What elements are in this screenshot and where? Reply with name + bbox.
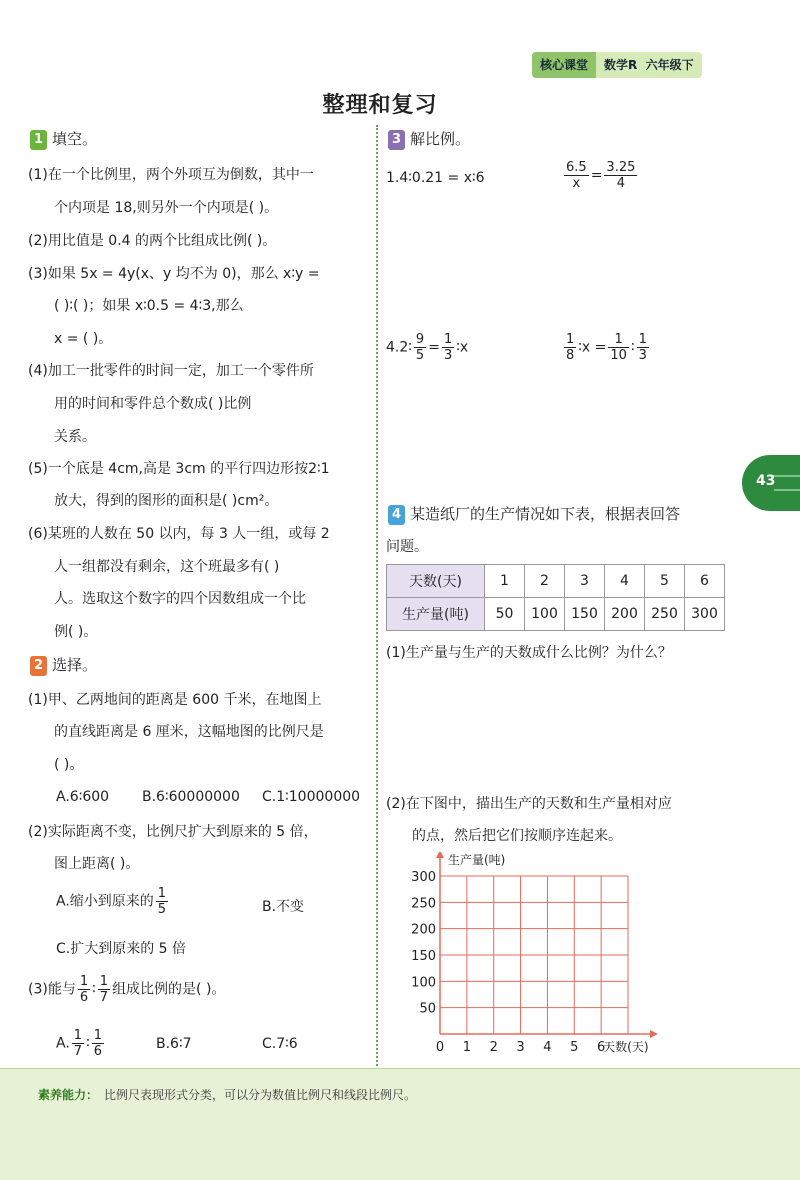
q3-equation-4: $\frac{1}{8}$ ∶x = $\frac{1}{10}$ ∶ $\frac{1}{3}$ <box>566 332 647 363</box>
subject-label: 数学R <box>604 58 638 72</box>
y-axis-arrow <box>436 852 444 858</box>
fraction-one-fifth: $\frac{1}{5}$ <box>157 886 167 917</box>
q4-number-badge: 4 <box>388 505 405 525</box>
q4-subquestion-2-line1: (2)在下图中，描出生产的天数和生产量相对应 <box>386 796 672 812</box>
y-tick-label: 250 <box>411 896 436 912</box>
brand-banner <box>532 52 702 78</box>
y-tick-label: 200 <box>411 922 436 938</box>
y-axis-label: 生产量(吨) <box>448 853 506 867</box>
q2-p2-line2: 图上距离( )。 <box>54 856 140 872</box>
q3-equation-3: 4.2∶ $\frac{9}{5}$ = $\frac{1}{3}$ ∶x <box>386 332 469 363</box>
x-tick-label: 4 <box>543 1040 552 1055</box>
table-cell: 150 <box>565 598 605 631</box>
table-header-days: 天数(天) <box>387 565 485 598</box>
q1-p6-line2: 人一组都没有剩余，这个班最多有( ) <box>54 559 280 575</box>
q1-number-badge: 1 <box>30 130 47 150</box>
q1-title: 填空。 <box>52 130 98 148</box>
table-cell: 3 <box>565 565 605 598</box>
q1-p1-line1: (1)在一个比例里，两个外项互为倒数，其中一 <box>28 167 314 183</box>
q2-p1-option-c: C.1∶10000000 <box>262 789 361 805</box>
q1-p3-line3: x = ( )。 <box>54 331 113 347</box>
q1-p3-line2: ( )∶( )；如果 x∶0.5 = 4∶3,那么 <box>54 298 244 314</box>
y-tick-label: 100 <box>411 975 436 991</box>
q4-heading <box>388 503 680 525</box>
q1-p6-line3: 人。选取这个数字的四个因数组成一个比 <box>54 591 306 607</box>
q2-p3-option-c: C.7∶6 <box>262 1036 298 1052</box>
fraction-one-sixth: $\frac{1}{6}$ <box>79 974 89 1005</box>
page-number-tab <box>742 455 800 511</box>
q2-p1-option-a: A.6∶600 <box>56 789 110 805</box>
q3-number-badge: 3 <box>388 130 405 150</box>
q1-p5-line2: 放大，得到的图形的面积是( )cm²。 <box>54 493 279 509</box>
q2-p3-line1: (3)能与 $\frac{1}{6}$ ∶ $\frac{1}{7}$ 组成比例的是( )。 <box>28 974 226 1005</box>
q2-number-badge: 2 <box>30 656 47 676</box>
x-axis-arrow <box>650 1030 658 1038</box>
x-tick-label: 0 <box>435 1040 445 1055</box>
y-tick-label: 300 <box>411 870 436 885</box>
q1-p2-line1: (2)用比值是 0.4 的两个比组成比例( )。 <box>28 233 277 249</box>
grade-label: 六年级下 <box>645 58 694 72</box>
x-tick-label: 6 <box>597 1040 606 1055</box>
table-cell: 5 <box>645 565 685 598</box>
q2-p2-option-a-text: A.缩小到原来的 <box>56 893 154 910</box>
q2-p1-option-b: B.6∶60000000 <box>142 789 240 805</box>
production-chart <box>400 852 700 1062</box>
fraction-one-seventh: $\frac{1}{7}$ <box>99 974 109 1005</box>
q2-p1-line1: (1)甲、乙两地间的距离是 600 千米，在地图上 <box>28 692 322 708</box>
q4-subquestion-2-line2: 的点，然后把它们按顺序连起来。 <box>412 828 622 844</box>
q1-p4-line3: 关系。 <box>54 429 96 445</box>
table-cell: 300 <box>685 598 725 631</box>
page-title: 整理和复习 <box>322 93 438 118</box>
q2-heading <box>30 654 97 676</box>
q2-p1-line3: ( )。 <box>54 757 84 773</box>
q1-p3-line1: (3)如果 5x = 4y(x、y 均不为 0)，那么 x∶y = <box>28 266 320 282</box>
table-cell: 250 <box>645 598 685 631</box>
table-cell: 100 <box>525 598 565 631</box>
y-tick-label: 50 <box>419 1001 436 1017</box>
table-cell: 2 <box>525 565 565 598</box>
table-cell: 6 <box>685 565 725 598</box>
q1-p4-line2: 用的时间和零件总个数成( )比例 <box>54 396 252 412</box>
table-header-output: 生产量(吨) <box>387 598 485 631</box>
footer-text: 比例尺表现形式分类，可以分为数值比例尺和线段比例尺。 <box>104 1088 417 1102</box>
table-cell: 50 <box>485 598 525 631</box>
footer-band <box>0 1068 800 1180</box>
q4-title-line2: 问题。 <box>386 539 428 555</box>
x-tick-label: 1 <box>462 1040 471 1055</box>
table-row <box>387 598 725 631</box>
x-tick-label: 2 <box>489 1040 498 1055</box>
q4-title-line1: 某造纸厂的生产情况如下表，根据表回答 <box>410 505 681 523</box>
x-axis-label: 天数(天) <box>603 1040 649 1054</box>
q2-title: 选择。 <box>52 656 98 674</box>
page-number: 43 <box>756 473 776 489</box>
x-tick-label: 3 <box>516 1040 525 1055</box>
x-tick-label: 5 <box>570 1040 579 1055</box>
production-table <box>386 564 725 631</box>
footer-label: 素养能力： <box>38 1088 99 1102</box>
footer-note <box>38 1086 416 1103</box>
q2-p3-option-b: B.6∶7 <box>156 1036 192 1052</box>
table-row <box>387 565 725 598</box>
q1-heading <box>30 128 97 150</box>
q4-subquestion-1: (1)生产量与生产的天数成什么比例？为什么？ <box>386 645 672 661</box>
q2-p2-option-a <box>56 886 170 917</box>
tab-decoration <box>774 475 800 491</box>
q1-p6-line1: (6)某班的人数在 50 以内，每 3 人一组，或每 2 <box>28 526 330 542</box>
q2-p1-line2: 的直线距离是 6 厘米，这幅地图的比例尺是 <box>54 724 324 740</box>
q3-equation-1: 1.4∶0.21 = x∶6 <box>386 170 485 186</box>
q1-p6-line4: 例( )。 <box>54 624 98 640</box>
q2-p2-option-c: C.扩大到原来的 5 倍 <box>56 941 187 957</box>
q1-p5-line1: (5)一个底是 4cm,高是 3cm 的平行四边形按2∶1 <box>28 461 330 477</box>
column-divider <box>376 125 378 1070</box>
table-cell: 4 <box>605 565 645 598</box>
q1-p1-line2: 个内项是 18,则另外一个内项是( )。 <box>54 200 279 216</box>
table-cell: 1 <box>485 565 525 598</box>
y-tick-label: 150 <box>411 949 436 964</box>
q2-p3-option-a: A. $\frac{1}{7}$ ∶ $\frac{1}{6}$ <box>56 1028 102 1059</box>
q3-title: 解比例。 <box>410 130 471 148</box>
q1-p4-line1: (4)加工一批零件的时间一定，加工一个零件所 <box>28 363 314 379</box>
book-label <box>596 52 702 78</box>
brand-name: 核心课堂 <box>532 52 596 78</box>
q3-equation-2: $\frac{6.5}{x}$ = $\frac{3.25}{4}$ <box>566 160 636 191</box>
table-cell: 200 <box>605 598 645 631</box>
q2-p2-line1: (2)实际距离不变，比例尺扩大到原来的 5 倍， <box>28 824 318 840</box>
q3-heading <box>388 128 470 150</box>
q2-p2-option-b: B.不变 <box>262 899 305 915</box>
